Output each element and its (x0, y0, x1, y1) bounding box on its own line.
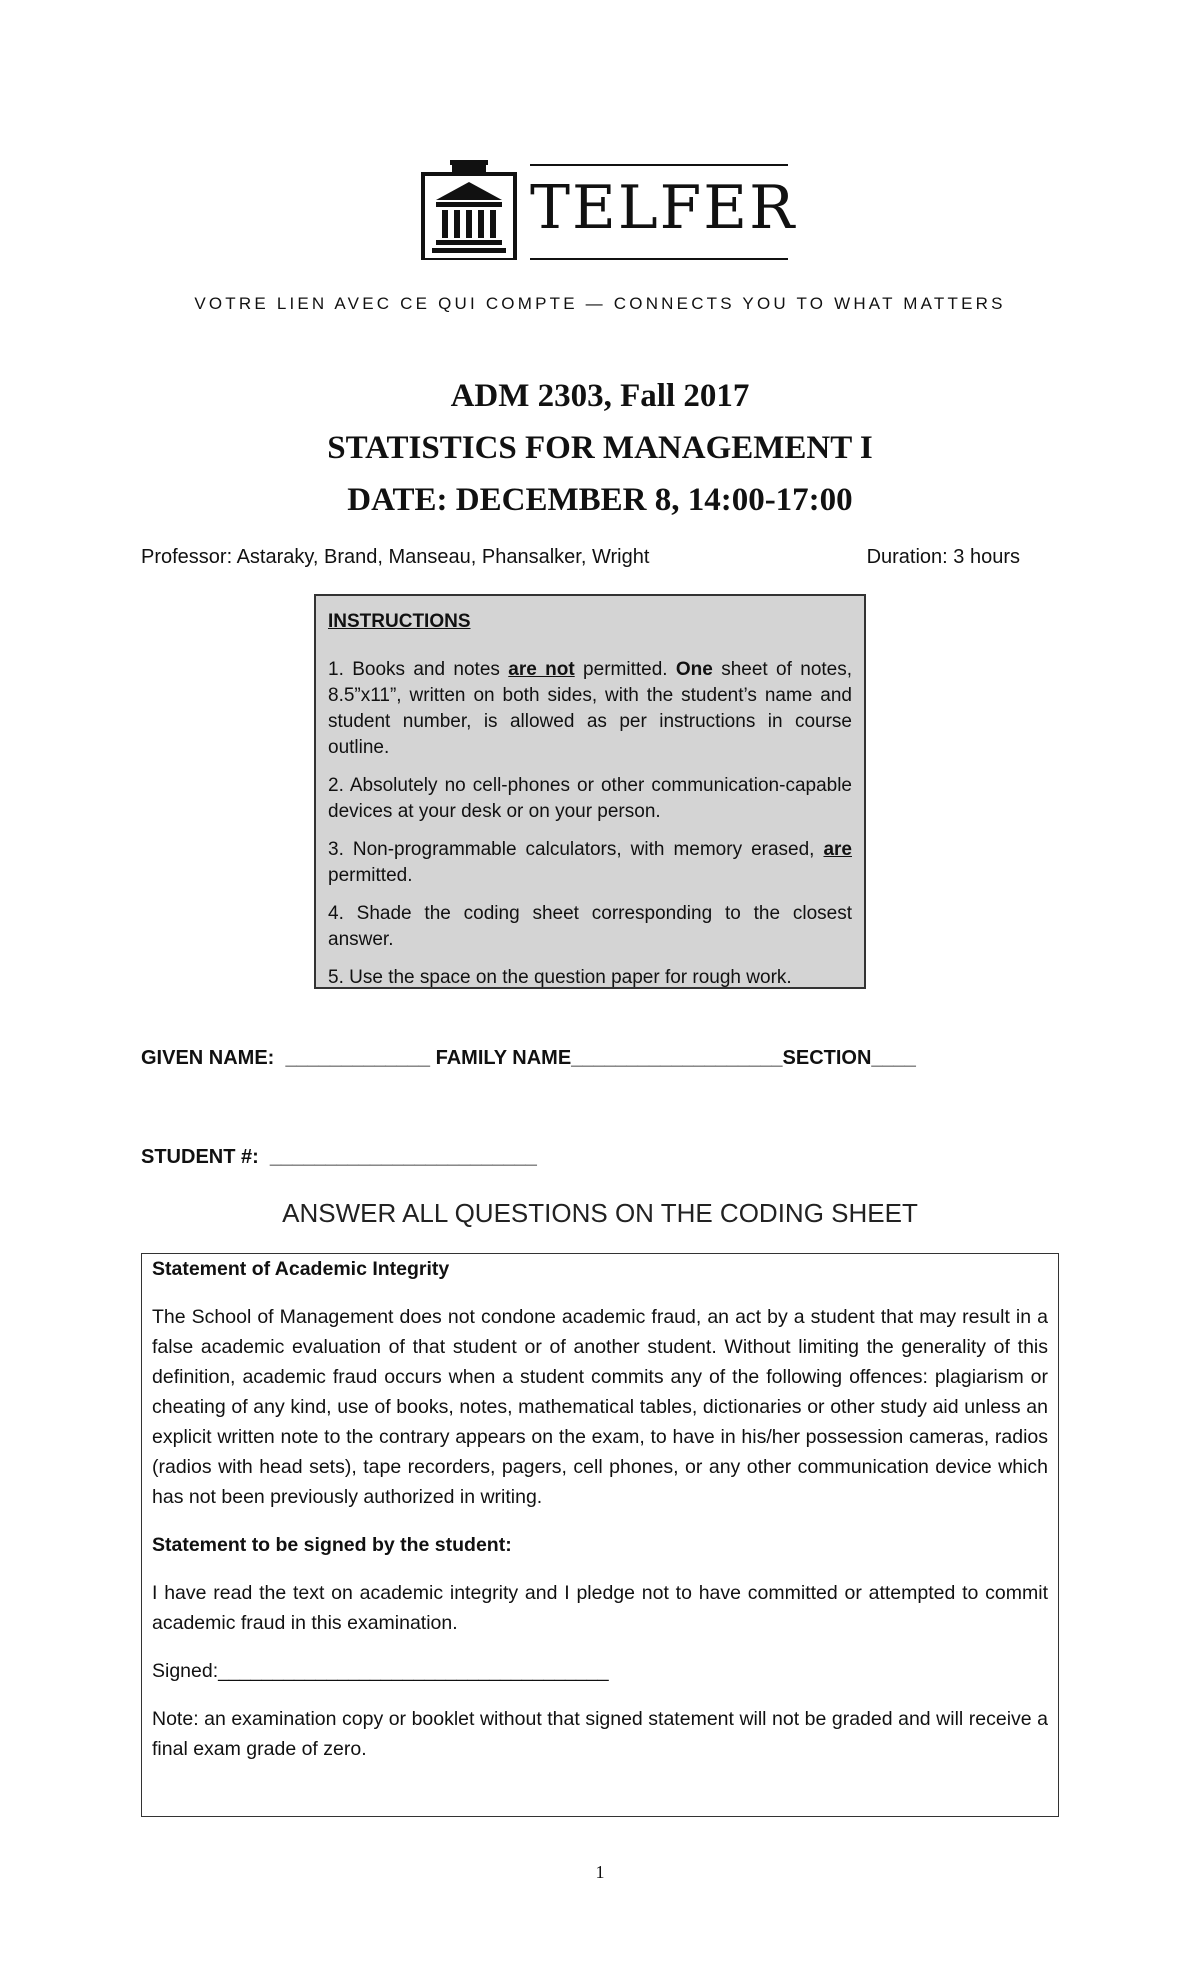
integrity-pledge: I have read the text on academic integrity and I pledge not to have committed or attempted to commit academic fraud in this examination. (152, 1582, 1048, 1634)
professor-line: Professor: Astaraky, Brand, Manseau, Phansalker, Wright (141, 546, 650, 568)
logo-tagline: VOTRE LIEN AVEC CE QUI COMPTE — CONNECTS YOU TO WHAT MATTERS (194, 294, 1006, 313)
instruction-item-1: 1. Books and notes are not permitted. One sheet of notes, 8.5”x11”, written on both sides, with the student’s name and student number, is allowed as per instructions in course outline. (328, 659, 853, 758)
signature-field[interactable]: Signed:____________________________________ (152, 1660, 609, 1682)
telfer-logo (420, 160, 797, 265)
integrity-heading: Statement of Academic Integrity (152, 1258, 450, 1280)
academic-integrity-box (141, 1253, 1059, 1817)
instruction-item-2: 2. Absolutely no cell-phones or other communication-capable devices at your desk or on your person. (328, 775, 852, 822)
integrity-body: The School of Management does not condone academic fraud, an act by a student that may result in a false academic evaluation of that student or of another student. Without limiting the generality of this definition, academic fraud occurs when a student commits any of the following offences: plagiarism or cheating of any kind, use of books, notes, mathematical tables, dictionaries or other study aid unless an explicit written note to the contrary appears on the exam, to have in his/her possession cameras, radios (radios with head sets), tape recorders, pagers, cell phones, or any other communication device which has not been previously authorized in writing. (152, 1306, 1048, 1508)
student-number-field[interactable]: STUDENT #: ________________________ (141, 1146, 537, 1168)
instruction-item-3: 3. Non-programmable calculators, with memory erased, are permitted. (328, 839, 852, 886)
instruction-item-5: 5. Use the space on the question paper for rough work. (328, 967, 792, 988)
instructions-box (314, 594, 866, 989)
integrity-note: Note: an examination copy or booklet without that signed statement will not be graded and will receive a final exam grade of zero. (152, 1708, 1048, 1760)
course-title: ADM 2303, Fall 2017 (450, 378, 750, 414)
subject-title: STATISTICS FOR MANAGEMENT I (327, 430, 873, 466)
page-number: 1 (595, 1862, 605, 1882)
duration-line: Duration: 3 hours (866, 546, 1020, 568)
exam-date: DATE: DECEMBER 8, 14:00-17:00 (347, 482, 853, 518)
instruction-item-4: 4. Shade the coding sheet corresponding to the closest answer. (328, 903, 852, 950)
instructions-heading: INSTRUCTIONS (328, 611, 471, 632)
logo-wordmark: TELFER (530, 173, 797, 243)
signature-statement-heading: Statement to be signed by the student: (152, 1534, 512, 1556)
name-section-fields[interactable]: GIVEN NAME: _____________ FAMILY NAME___________________SECTION____ (141, 1047, 916, 1069)
answer-all-heading: ANSWER ALL QUESTIONS ON THE CODING SHEET (282, 1198, 918, 1228)
